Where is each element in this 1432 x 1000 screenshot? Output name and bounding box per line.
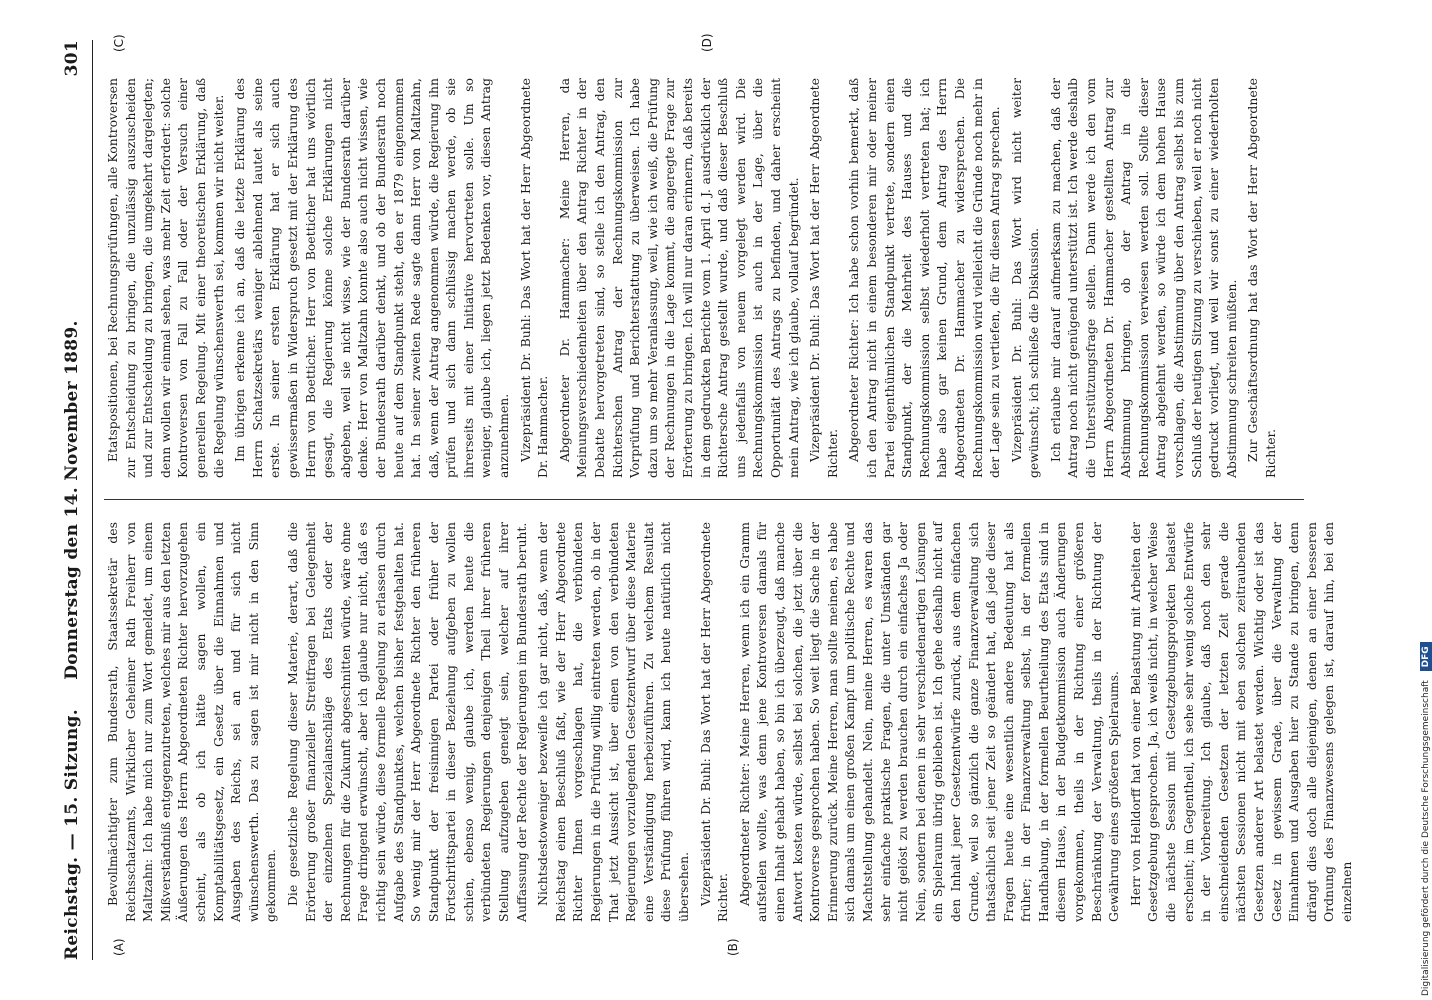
margin-marker-b: (B) <box>726 938 740 956</box>
chair-note: Vizepräsident Dr. Buhl: Das Wort hat der Herr Abgeordnete Richter. <box>807 78 840 478</box>
paragraph: Zur Geschäftsordnung hat das Wort der Herr Abgeordnete Richter. <box>1245 78 1278 478</box>
paragraph: Bevollmächtigter zum Bundesrath, Staatssekretär des Reichsschatzamts, Wirklicher Geheimer Rath Freiherr von Maltzahn: Ich habe mich nur zum Wort gemeldet, um einem Mißverständniß entgegenzutreten, welches mir aus den letzten Äußerungen des Herrn Abgeordneten Richter hervorzugehen scheint, als ob ich hätte sagen wollen, ein Komptabilitätsgesetz, ein Gesetz über die Einnahmen und Ausgaben des Reichs, sei an und für sich nicht wünschenswerth. Das zu sagen ist mir nicht in den Sinn gekommen. <box>105 522 279 922</box>
header-rule <box>92 40 93 960</box>
header-session: Reichstag. — 15. Sitzung. <box>62 709 82 960</box>
margin-marker-d: (D) <box>700 33 714 52</box>
paragraph: Abgeordneter Richter: Meine Herren, wenn ich ein Gramm aufstellen wollte, was denn jene Kontroversen damals für einen Inhalt gehabt haben, so bin ich überzeugt, daß manche Antwort kosten würde, selbst bei solchen, die jetzt über die Kontroverse gesprochen haben. So weit liegt die Sache in der Erinnerung zurück. Meine Herren, man sollte meinen, es habe sich damals um einen großen Kampf um politische Rechte und Machtstellung gehandelt. Nein, meine Herren, es waren das sehr einfache praktische Fragen, die unter Umständen gar nicht gelöst zu werden brauchen durch ein einfaches Ja oder Nein, sondern bei denen in sehr verschiedenartigen Lösungen ein Spielraum übrig geblieben ist. Ich gehe deshalb nicht auf den Inhalt jener Gesetzentwürfe zurück, aus dem einfachen Grunde, weil so gänzlich die ganze Finanzverwaltung sich thatsächlich seit jener Zeit so geändert hat, daß jede dieser Fragen heute eine wesentlich andere Bedeutung hat als früher; in der Finanzverwaltung selbst, in der formellen Handhabung, in der formellen Beurtheilung des Etats sind in diesem Hause, in der Budgetkommission auch Änderungen vorgekommen, theils in der Richtung einer größeren Beschränkung der Verwaltung, theils in der Richtung der Gewährung eines größeren Spielraums. <box>736 522 1122 922</box>
paragraph: Im übrigen erkenne ich an, daß die letzte Erklärung des Herrn Schatzsekretärs weniger ablehnend lautet als seine erste. In seiner ersten Erklärung hat er sich auch gewissermaßen in Widerspruch gesetzt mit der Erklärung des Herrn von Boetticher. Herr von Boetticher hat uns wörtlich gesagt, die Regierung könne solche Erklärungen nicht abgeben, weil sie nicht wisse, wie der Bundesrath darüber denke. Herr von Maltzahn konnte also auch nicht wissen, wie der Bundesrath darüber denkt, und ob der Bundesrath noch heute auf dem Standpunkt steht, den er 1879 eingenommen hat. In seiner zweiten Rede sagte dann Herr von Maltzahn, daß, wenn der Antrag angenommen würde, die Regierung ihn prüfen und sich dann schlüssig machen werde, ob sie ihrerseits mit einer Initiative hervortreten solle. Um so weniger, glaube ich, liegen jetzt Bedenken vor, diesen Antrag anzunehmen. <box>232 78 512 478</box>
paragraph: Herr von Helldorff hat von einer Belastung mit Arbeiten der Gesetzgebung gesprochen. Ja, ich weiß nicht, in welcher Weise die nächste Session mit Gesetzgebungsprojekten belastet erscheint; im Gegentheil, ich sehe sehr wenig solche Entwürfe in der Vorbereitung. Ich glaube, daß noch den sehr einschneidenden Gesetzen der letzten Zeit gerade die nächsten Sessionen nicht mit eben solchen zeitraubenden Gesetzen anderer Art belastet werden. Wichtig oder ist das Gesetz in gewissem Grade, über die Verwaltung der Einnahmen und Ausgaben hier zu Stande zu bringen, denn drängt dies doch alle diejenigen, denen an einer besseren Ordnung des Finanzwesens gelegen ist, darauf hin, bei den einzelnen <box>1127 522 1354 922</box>
paragraph: Ich erlaube mir darauf aufmerksam zu machen, daß der Antrag noch nicht genügend unterstützt ist. Ich werde deshalb die Unterstützungsfrage stellen. Dann werde ich den vom Herrn Abgeordneten Dr. Hammacher gestellten Antrag zur Abstimmung bringen, ob der Antrag in die Rechnungskommission verwiesen werden soll. Sollte dieser Antrag abgelehnt werden, so würde ich dem hohen Hause vorschlagen, die Abstimmung über den Antrag selbst bis zum Schluß der heutigen Sitzung zu verschieben, weil er noch nicht gedruckt vorliegt, und weil wir sonst zu einer wiederholten Abstimmung schreiten müßten. <box>1047 78 1239 478</box>
chair-note: Vizepräsident Dr. Buhl: Das Wort hat der Herr Abgeordnete Dr. Hammacher. <box>517 78 551 478</box>
dfg-logo-icon: DFG <box>1420 642 1432 671</box>
chair-note: Vizepräsident Dr. Buhl: Das Wort hat der Herr Abgeordnete Richter. <box>697 522 731 922</box>
paragraph: Etatspositionen, bei Rechnungsprüfungen, alle Kontroversen zur Entscheidung zu bringen, die unzulässig auszuscheiden und zur Entscheidung zu bringen, die umgekehrt dargelegten; denn wollen wir einmal sehen, was mehr Zeit erfordert: solche Kontroversen von Fall zu Fall oder der Versuch einer generellen Regelung. Mit einer theoretischen Erklärung, daß die Regelung wünschenswerth sei, kommen wir nicht weiter. <box>105 78 226 478</box>
chair-note: Vizepräsident Dr. Buhl: Das Wort wird nicht weiter gewünscht; ich schließe die Diskussion. <box>1008 78 1042 478</box>
paragraph: Abgeordneter Richter: Ich habe schon vorhin bemerkt, daß ich den Antrag nicht in einem besonderen mir oder meiner Partei eigenthümlichen Standpunkt vertrete, sondern einen Standpunkt, der die Mehrheit des Hauses und die Rechnungskommission selbst wiederholt vertreten hat; ich habe also gar keinen Grund, dem Antrag des Herrn Abgeordneten Dr. Hammacher zu widersprechen. Die Rechnungskommission wird vielleicht die Gründe noch mehr in der Lage sein zu vertiefen, die für diesen Antrag sprechen. <box>846 78 1003 478</box>
page-header <box>62 40 88 960</box>
paragraph: Die gesetzliche Regelung dieser Materie, derart, daß die Erörterung großer finanzieller Streitfragen bei Gelegenheit der einzelnen Spezialanschläge des Etats oder der Rechnungen für die Zukunft abgeschnitten würde, wäre ohne Frage dringend erwünscht, aber ich glaube nur nicht, daß es richtig sein würde, diese formelle Regelung zu erlassen durch Aufgabe des Standpunktes, welchen bisher festgehalten hat. So wenig mir der Herr Abgeordnete Richter den früheren Standpunkt der freisinnigen Partei oder früher der Fortschrittspartei in dieser Beziehung aufgeben zu wollen schien, ebenso wenig, glaube ich, werden heute die verbündeten Regierungen denjenigen Theil ihrer früheren Stellung aufzugeben geneigt sein, welcher auf ihrer Auffassung der Rechte der Regierungen im Bundesrath beruht. <box>284 522 529 922</box>
margin-marker-a: (A) <box>112 938 126 956</box>
column-divider <box>104 499 1304 500</box>
margin-marker-c: (C) <box>112 34 126 52</box>
header-date: Donnerstag den 14. November 1889. <box>62 320 82 680</box>
page-number: 301 <box>62 40 82 77</box>
digitization-credit <box>1402 0 1431 1000</box>
credit-text: Digitalisierung gefördert durch die Deutsche Forschungsgemeinschaft <box>1421 680 1431 996</box>
right-column <box>104 78 1334 478</box>
paragraph: Abgeordneter Dr. Hammacher: Meine Herren, da Meinungsverschiedenheiten über den Antrag Richter in der Debatte hervorgetreten sind, so stelle ich den Antrag, den Richterschen Antrag der Rechnungskommission zur Vorprüfung und Berichterstattung zu überweisen. Ich habe dazu um so mehr Veranlassung, weil, wie ich weiß, die Prüfung der Rechnungen in die Lage kommt, die angeregte Frage zur Erörterung zu bringen. Ich will nur daran erinnern, daß bereits in dem gedruckten Berichte vom 1. April d. J. ausdrücklich der Richtersche Antrag gestellt wurde, und daß dieser Beschluß uns jedenfalls von neuem vorgelegt werden wird. Die Rechnungskommission ist auch in der Lage, über die Opportunität des Antrags zu befinden, und daher erscheint mein Antrag, wie ich glaube, vollauf begründet. <box>556 78 801 478</box>
left-column <box>104 522 1354 922</box>
paragraph: Nichtsdestoweniger bezweifle ich gar nicht, daß, wenn der Reichstag einen Beschluß faßt, wie der Herr Abgeordnete Richter Ihnen vorgeschlagen hat, die verbündeten Regierungen in die Prüfung willig eintreten werden, ob in der That jetzt Aussicht ist, über einen von den verbündeten Regierungen vorzulegenden Gesetzentwurf über diese Materie eine Verständigung herbeizuführen. Zu welchem Resultat diese Prüfung führen wird, kann ich heute natürlich nicht übersehen. <box>535 522 691 922</box>
